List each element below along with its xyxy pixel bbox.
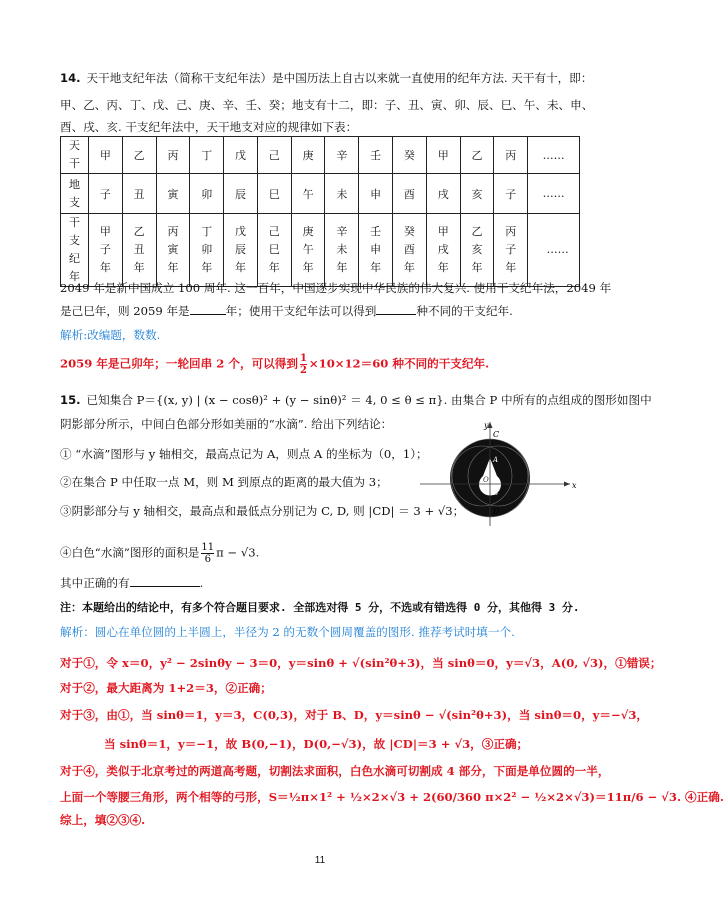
table-cell-dizhi: 未: [325, 174, 359, 214]
q14-after-line2: 是己巳年，则 2059 年是 年；使用干支纪年法可以得到 种不同的干支纪年.: [60, 304, 513, 318]
table-row-ganzhi: [61, 214, 580, 287]
table-cell-dizhi: 卯: [190, 174, 224, 214]
table-cell-dizhi: 子: [494, 174, 528, 214]
table-cell-ganzhi: 壬申年: [359, 214, 393, 287]
table-cell-dizhi: 子: [89, 174, 123, 214]
q15-solution-1: 对于①，令 x＝0，y² − 2sinθy − 3＝0，y＝sinθ + √(sin²θ+3)，当 sinθ＝0，y＝√3，A(0, √3)，①错误；: [60, 656, 662, 670]
q15-conclusion-2: ②在集合 P 中任取一点 M，则 M 到原点的距离的最大值为 3；: [60, 475, 388, 489]
table-cell-tiangan: 戊: [224, 137, 258, 174]
q14-number: 14.: [60, 71, 81, 85]
q15-solution-4: 当 sinθ＝1，y＝−1，故 B(0,−1)，D(0,−√3)，故 |CD|＝3 + √3，③正确；: [104, 737, 529, 751]
answer-fraction: $\frac{1}{2}$: [299, 353, 307, 376]
q15-stem-line2: 阴影部分所示，中间白色部分形如美丽的“水滴”. 给出下列结论：: [60, 417, 393, 431]
q15-solution-5: 对于④，类似于北京考过的两道高考题，切割法求面积，白色水滴可切割成 4 部分，下面是单位圆的一半，: [60, 764, 610, 778]
table-cell-tiangan: 甲: [89, 137, 123, 174]
q15-analysis: 解析：圆心在单位圆的上半圆上，半径为 2 的无数个圆周覆盖的图形. 推荐考试时填一个.: [60, 625, 515, 639]
label-A: A: [493, 456, 499, 464]
q15-solution-3: 对于③，由①，当 sinθ＝1，y＝3，C(0,3)，对于 B、D，y＝sinθ − √(sin²θ+3)，当 sinθ＝0，y＝−√3，: [60, 708, 649, 722]
q14-line3: 酉、戌、亥. 干支纪年法中，天干地支对应的规律如下表：: [60, 120, 358, 134]
table-cell-ganzhi: 甲子年: [89, 214, 123, 287]
table-cell-tiangan: 丁: [190, 137, 224, 174]
x-axis-arrow-icon: [564, 482, 570, 487]
table-cell-tiangan: 癸: [393, 137, 427, 174]
table-cell-ganzhi: 庚午年: [291, 214, 325, 287]
answer-blank-2[interactable]: [376, 303, 416, 315]
table-cell-ganzhi: 丙寅年: [156, 214, 190, 287]
table-cell-tiangan: 丙: [494, 137, 528, 174]
table-cell-ganzhi: 戊辰年: [224, 214, 258, 287]
table-cell-dizhi: 申: [359, 174, 393, 214]
q15-number: 15.: [60, 393, 81, 407]
table-cell-dizhi: 亥: [460, 174, 494, 214]
table-cell-dizhi: 寅: [156, 174, 190, 214]
label-D: D: [493, 507, 500, 516]
table-cell-dizhi: ……: [528, 174, 580, 214]
q15-solution-6: 上面一个等腰三角形，两个相等的弓形，S＝½π×1² + ½×2×√3 + 2(60/360 π×2² − ½×2×√3)＝11π/6 − √3. ④正确.: [60, 790, 724, 804]
table-cell-ganzhi: 丁卯年: [190, 214, 224, 287]
q14-line1: [60, 70, 592, 86]
q14-answer: 2059 年是己卯年；一轮回串 2 个，可以得到 $\frac{1}{2}$ ×10×12＝60 种不同的干支纪年.: [60, 353, 490, 376]
q15-conclusion-3: ③阴影部分与 y 轴相交，最高点和最低点分别记为 C, D, 则 |CD| ＝ 3 + √3；: [60, 504, 465, 518]
table-cell-ganzhi: 辛未年: [325, 214, 359, 287]
table-cell-dizhi: 巳: [257, 174, 291, 214]
page-number: 11: [314, 855, 326, 866]
table-cell-ganzhi: ……: [528, 214, 580, 287]
answer-blank-1[interactable]: [190, 303, 226, 315]
label-B: B: [493, 489, 499, 497]
table-cell-dizhi: 戌: [426, 174, 460, 214]
q14-line2: 甲、乙、丙、丁、戊、己、庚、辛、壬、癸；地支有十二，即：子、丑、寅、卯、辰、巳、午、未、申、: [60, 98, 594, 112]
q15-note: 注：本题给出的结论中，有多个符合题目要求. 全部选对得 5 分，不选或有错选得 0 分，其他得 3 分.: [60, 601, 580, 614]
label-C: C: [493, 430, 500, 439]
table-cell-tiangan: 乙: [122, 137, 156, 174]
table-cell-ganzhi: 丙子年: [494, 214, 528, 287]
label-y: y: [484, 421, 489, 430]
answer-blank-3[interactable]: [130, 575, 200, 587]
table-cell-tiangan: 壬: [359, 137, 393, 174]
table-cell-tiangan: 庚: [291, 137, 325, 174]
q15-stem-line1: 15. 已知集合 P＝{(x, y) | (x − cosθ)² + (y − sinθ)² ＝ 4, 0 ≤ θ ≤ π}. 由集合 P 中所有的点组成的图形如图中: [60, 393, 652, 407]
table-cell-tiangan: 辛: [325, 137, 359, 174]
table-cell-ganzhi: 乙亥年: [460, 214, 494, 287]
table-cell-ganzhi: 己巳年: [257, 214, 291, 287]
q15-ask: 其中正确的有 .: [60, 576, 204, 590]
table-cell-tiangan: ……: [528, 137, 580, 174]
q15-solution-7: 综上，填②③④.: [60, 813, 146, 827]
q15-conclusion-4: ④白色“水滴”图形的面积是 $\frac{11}{6}$ π − √3.: [60, 542, 260, 565]
water-drop-figure: [420, 418, 580, 528]
table-cell-dizhi: 午: [291, 174, 325, 214]
table-row-dizhi: [61, 174, 580, 214]
q14-analysis: 解析:改编题，数数.: [60, 328, 161, 342]
table-row-tiangan: [61, 137, 580, 174]
q14-text1: 天干地支纪年法（简称干支纪年法）是中国历法上自古以来就一直使用的纪年方法. 天干有十，即：: [86, 71, 593, 85]
q14-after-line1: 2049 年是新中国成立 100 周年. 这一百年，中国逐步实现中华民族的伟大复兴. 使用干支纪年法，2049 年: [60, 281, 612, 295]
table-cell-dizhi: 丑: [122, 174, 156, 214]
label-x: x: [572, 481, 577, 490]
table-cell-tiangan: 丙: [156, 137, 190, 174]
table-cell-tiangan: 乙: [460, 137, 494, 174]
table-cell-ganzhi: 甲戌年: [426, 214, 460, 287]
table-cell-dizhi: 酉: [393, 174, 427, 214]
table-cell-tiangan: 甲: [426, 137, 460, 174]
row-label-dizhi: 地支: [61, 174, 89, 214]
row-label-tiangan: 天干: [61, 137, 89, 174]
q15-solution-2: 对于②，最大距离为 1+2＝3，②正确；: [60, 681, 272, 695]
table-cell-dizhi: 辰: [224, 174, 258, 214]
table-cell-ganzhi: 癸酉年: [393, 214, 427, 287]
table-cell-ganzhi: 乙丑年: [122, 214, 156, 287]
ganzhi-table: [60, 136, 580, 287]
q15-conclusion-1: ① “水滴”图形与 y 轴相交，最高点记为 A，则点 A 的坐标为（0，1）；: [60, 447, 428, 461]
row-label-ganzhi: 干支纪年: [61, 214, 89, 287]
label-O: O: [483, 476, 489, 484]
area-fraction: $\frac{11}{6}$: [201, 542, 215, 565]
table-cell-tiangan: 己: [257, 137, 291, 174]
